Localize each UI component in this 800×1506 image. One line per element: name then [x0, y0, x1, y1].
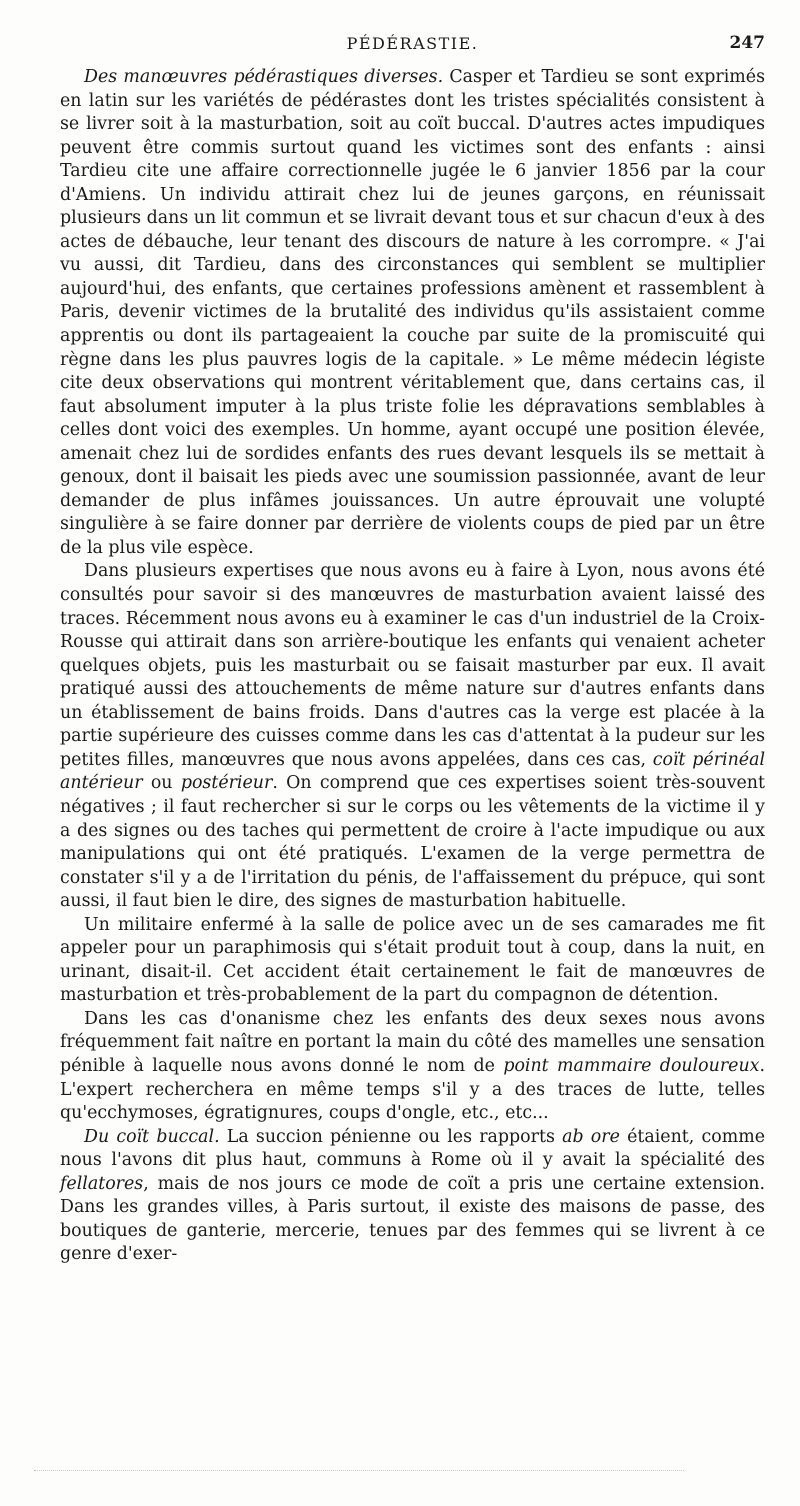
running-title: PÉDÉRASTIE. — [346, 34, 479, 53]
text-run: . On comprend que ces expertises soient très-souvent négatives ; il faut rechercher si sur le corps ou les vêtements de la victime il y a des signes ou des taches qui permettent de croire à l'acte impudique ou aux manipulations qui ont été pratiqués. L'examen de la verge permettra de constater s'il y a de l'irritation du pénis, de l'affaissement du prépuce, qui sont aussi, il faut bien le dire, des signes de masturbation habituelle. — [60, 773, 766, 912]
text-run: point mammaire douloureux — [503, 1055, 760, 1076]
text-run: ou — [142, 773, 181, 794]
text-run: coït périnéal antérieur — [60, 749, 766, 794]
text-run: La succion pénienne ou les rapports — [219, 1126, 563, 1147]
body-text — [60, 66, 765, 1267]
paragraph — [60, 914, 765, 1008]
text-run: fellatores — [60, 1173, 144, 1194]
text-run: Dans plusieurs expertises que nous avons eu à faire à Lyon, nous avons été consultés pour savoir si des manœuvres de masturbation avaient laissé des traces. Récemment nous avons eu à examiner le cas d'un industriel de la Croix-Rousse qui attirait dans son arrière-boutique les enfants qui venaient acheter quelques objets, puis les masturbait ou se faisait masturber par eux. Il avait pratiqué aussi des attouchements de même nature sur d'autres enfants dans un établissement de bains froids. Dans d'autres cas la verge est placée à la partie supérieure des cuisses comme dans les cas d'attentat à la pudeur sur les petites filles, manœuvres que nous avons appelées, dans ces cas, — [60, 561, 765, 770]
text-run: , mais de nos jours ce mode de coït a pris une certaine extension. Dans les grandes villes, à Paris surtout, il existe des maisons de passe, des boutiques de ganterie, mercerie, tenues par des femmes qui se livrent à ce genre d'exer- — [60, 1173, 765, 1265]
paragraph — [60, 1126, 765, 1267]
page-number: 247 — [729, 33, 765, 53]
text-run: ab ore — [562, 1126, 620, 1147]
paragraph — [60, 560, 765, 913]
text-run: Des manœuvres pédérastiques diverses. — [84, 67, 444, 87]
text-run: Du coït buccal. — [84, 1126, 220, 1147]
text-run: postérieur — [180, 773, 273, 794]
paragraph — [60, 1008, 765, 1126]
paragraph — [60, 66, 765, 560]
text-run: Un militaire enfermé à la salle de police avec un de ses camarades me fit appeler pour un paraphimosis qui s'était produit tout à coup, dans la nuit, en urinant, disait-il. Cet accident était certainement le fait de manœuvres de masturbation et très-probablement de la part du compagnon de détention. — [60, 914, 765, 1006]
text-run: Casper et Tardieu se sont exprimés en latin sur les variétés de pédérastes dont les tristes spécialités consistent à se livrer soit à la masturbation, soit au coït buccal. D'autres actes impudiques peuvent être commis surtout quand les victimes sont des enfants : ainsi Tardieu cite une affaire correctionnelle jugée le 6 janvier 1856 par la cour d'Amiens. Un individu attirait chez lui de jeunes garçons, en réunissait plusieurs dans un lit commun et se livrait devant tous et sur chacun d'eux à des actes de débauche, leur tenant des discours de nature à les corrompre. « J'ai vu aussi, dit Tardieu, dans des circonstances qui semblent se multiplier aujourd'hui, des enfants, que certaines professions amènent et rassemblent à Paris, devenir victimes de la brutalité des individus qu'ils assistaient comme apprentis ou dont ils partageaient la couche par suite de la promiscuité qui règne dans les plus pauvres logis de la capitale. » Le même médecin légiste cite deux observations qui montrent véritablement que, dans certains cas, il faut absolument imputer à la plus triste folie les dépravations semblables à celles dont voici des exemples. Un homme, ayant occupé une position élevée, amenait chez lui de sordides enfants des rues devant lesquels ils se mettait à genoux, dont il baisait les pieds avec une soumission passionnée, avant de leur demander de plus infâmes jouissances. Un autre éprouvait une volupté singulière à se faire donner par derrière de violents coups de pied par un être de la plus vile espèce. — [60, 67, 765, 558]
text-run: étaient, comme nous l'avons dit plus haut, communs à Rome où il y avait la spécialité des — [60, 1126, 765, 1171]
text-run: . L'expert recherchera en même temps s'il y a des traces de lutte, telles qu'ecchymoses, égratignures, coups d'ongle, etc., etc... — [60, 1055, 765, 1124]
page-header — [60, 34, 765, 58]
footer-rule — [34, 1470, 684, 1471]
text-run: Dans les cas d'onanisme chez les enfants des deux sexes nous avons fréquemment fait naître en portant la main du côté des mamelles une sensation pénible à laquelle nous avons donné le nom de — [60, 1008, 765, 1076]
